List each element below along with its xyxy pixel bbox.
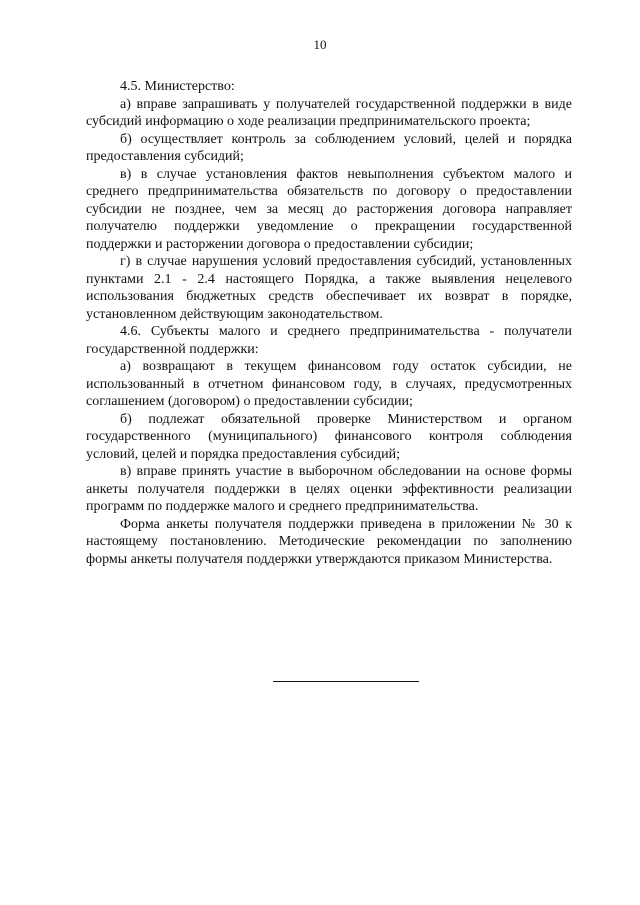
paragraph-4-6-b: б) подлежат обязательной проверке Министерством и органом государственного (муниципального) финансового контроля соблюдения условий, целей и порядка предоставления субсидий; [86,411,572,462]
paragraph-4-6-a: а) возвращают в текущем финансовом году остаток субсидии, не использованный в отчетном финансовом году, в случаях, предусмотренных соглашением (договором) о предоставлении субсидии; [86,359,572,409]
paragraph-form-note: Форма анкеты получателя поддержки приведена в приложении № 30 к настоящему постановлению. Методические рекомендации по заполнению формы анкеты получателя поддержки утверждаются приказом Министерства. [86,516,572,567]
document-body [86,78,572,568]
paragraph-4-5-g: г) в случае нарушения условий предоставления субсидий, установленных пунктами 2.1 - 2.4 настоящего Порядка, а также выявления нецелевого использования бюджетных средств обеспечивает их возврат в порядке, установленном действующим законодательством. [86,254,572,322]
paragraph-4-5-a: а) вправе запрашивать у получателей государственной поддержки в виде субсидий информацию о ходе реализации предпринимательского проекта; [86,96,572,129]
paragraph-4-5-v: в) в случае установления фактов невыполнения субъектом малого и среднего предпринимательства обязательств по договору о предоставлении субсидии не позднее, чем за месяц до расторжения договора направляет получателю поддержки уведомление о прекращении государственной поддержки и расторжении договора о предоставлении субсидии; [86,166,572,252]
paragraph-4-5-b: б) осуществляет контроль за соблюдением условий, целей и порядка предоставления субсидий; [86,131,572,164]
paragraph-4-6-v: в) вправе принять участие в выборочном обследовании на основе формы анкеты получателя поддержки в целях оценки эффективности реализации программ по поддержке малого и среднего предпринимательства. [86,464,572,514]
end-separator-line [273,681,419,682]
page-number: 10 [313,37,327,52]
paragraph-4-5-heading: 4.5. Министерство: [120,79,235,94]
paragraph-4-6-heading: 4.6. Субъекты малого и среднего предпринимательства - получатели государственной поддержки: [86,324,572,357]
